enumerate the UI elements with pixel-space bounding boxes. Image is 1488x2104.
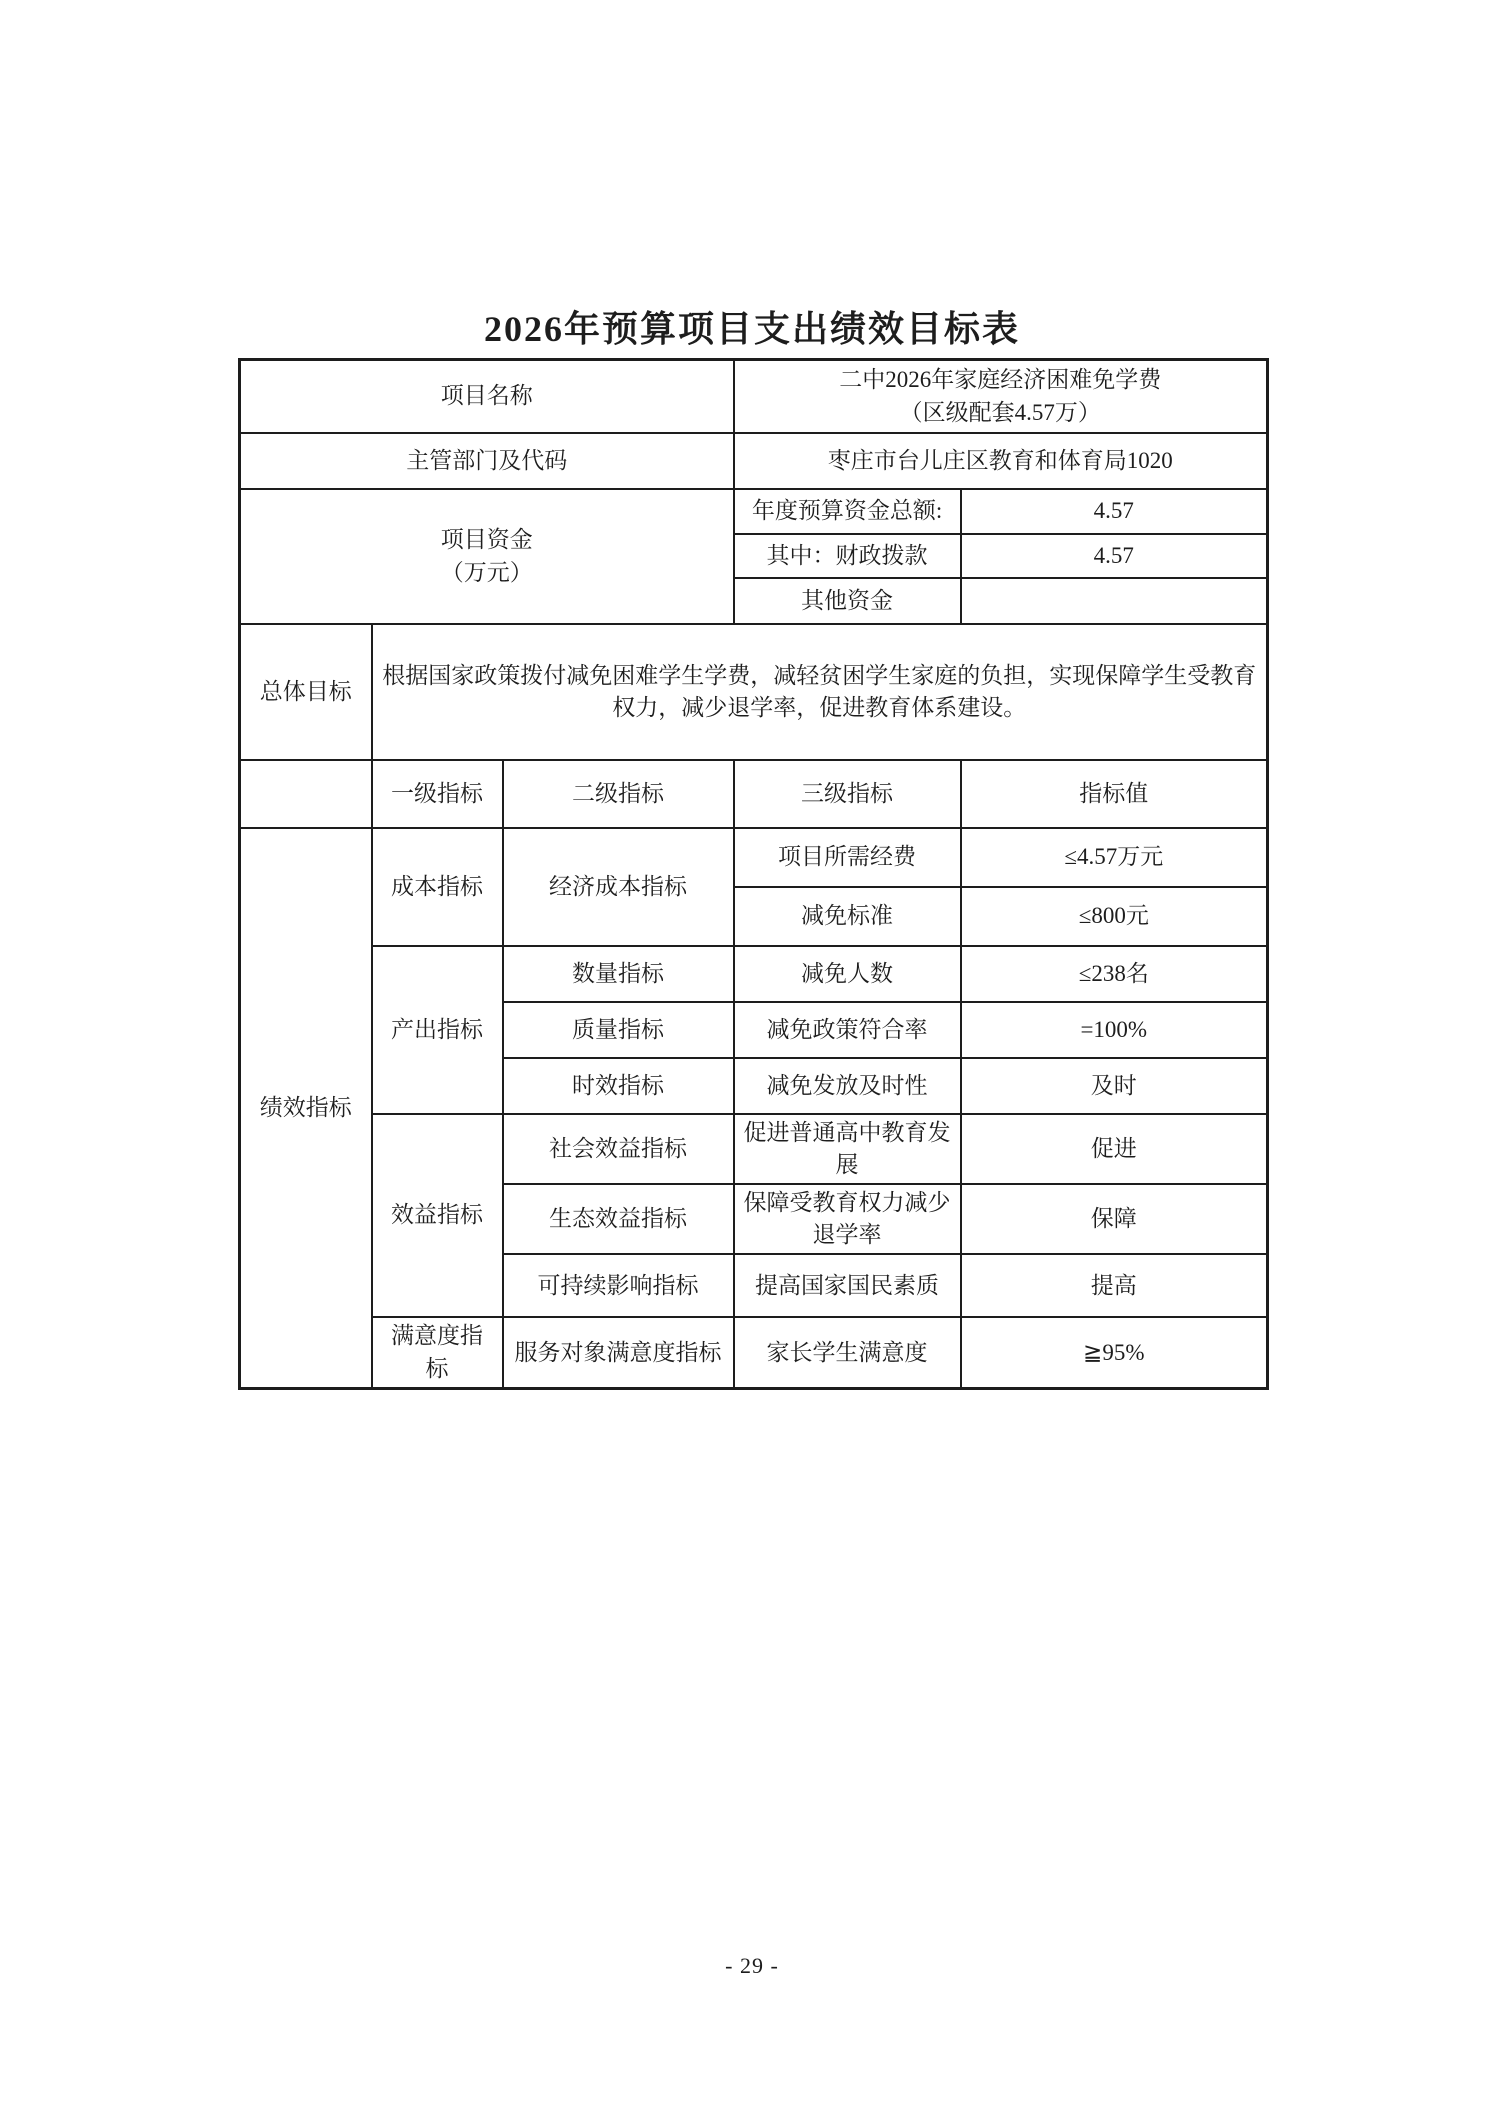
performance-section-label: 绩效指标 xyxy=(240,828,372,1389)
table-row xyxy=(240,760,1268,828)
table-row xyxy=(240,946,1268,1002)
level2-sustainable-impact: 可持续影响指标 xyxy=(503,1254,734,1317)
level3-project-funds-needed: 项目所需经费 xyxy=(734,828,961,887)
department-label: 主管部门及代码 xyxy=(240,433,734,489)
level2-eco-benefit: 生态效益指标 xyxy=(503,1184,734,1254)
funds-label xyxy=(240,489,734,624)
value-waiver-count: ≤238名 xyxy=(961,946,1268,1002)
funds-label-line2: （万元） xyxy=(440,560,533,586)
level2-service-satisfaction: 服务对象满意度指标 xyxy=(503,1317,734,1388)
header-level3: 三级指标 xyxy=(734,760,961,828)
level3-promote-education: 促进普通高中教育发展 xyxy=(734,1114,961,1184)
overall-goal-text: 根据国家政策拨付减免困难学生学费，减轻贫困学生家庭的负担，实现保障学生受教育权力，减少退学率，促进教育体系建设。 xyxy=(372,624,1268,760)
level2-quality: 质量指标 xyxy=(503,1002,734,1058)
header-level1: 一级指标 xyxy=(372,760,503,828)
level3-disbursement-timeliness: 减免发放及时性 xyxy=(734,1058,961,1114)
value-policy-compliance: =100% xyxy=(961,1002,1268,1058)
level1-satisfaction: 满意度指标 xyxy=(372,1317,503,1388)
level2-economic-cost: 经济成本指标 xyxy=(503,828,734,946)
level1-cost: 成本指标 xyxy=(372,828,503,946)
level3-guarantee-education-rights: 保障受教育权力减少退学率 xyxy=(734,1184,961,1254)
table-row xyxy=(240,624,1268,760)
performance-target-table xyxy=(238,358,1269,1390)
funds-fiscal-label: 其中：财政拨款 xyxy=(734,534,961,578)
header-level2: 二级指标 xyxy=(503,760,734,828)
table-row xyxy=(240,433,1268,489)
level3-waiver-standard: 减免标准 xyxy=(734,887,961,946)
project-name-value-line2: （区级配套4.57万） xyxy=(899,400,1101,426)
table-row xyxy=(240,1317,1268,1388)
funds-other-label: 其他资金 xyxy=(734,578,961,624)
level3-policy-compliance: 减免政策符合率 xyxy=(734,1002,961,1058)
value-project-funds-needed: ≤4.57万元 xyxy=(961,828,1268,887)
level1-output: 产出指标 xyxy=(372,946,503,1114)
level2-social-benefit: 社会效益指标 xyxy=(503,1114,734,1184)
funds-label-line1: 项目资金 xyxy=(440,526,533,552)
project-name-value-line1: 二中2026年家庭经济困难免学费 xyxy=(839,367,1162,392)
level1-benefit: 效益指标 xyxy=(372,1114,503,1318)
value-guarantee-education-rights: 保障 xyxy=(961,1184,1268,1254)
funds-fiscal-value: 4.57 xyxy=(961,534,1268,578)
header-value: 指标值 xyxy=(961,760,1268,828)
table-row xyxy=(240,360,1268,433)
value-promote-education: 促进 xyxy=(961,1114,1268,1184)
value-improve-national-quality: 提高 xyxy=(961,1254,1268,1317)
table-row xyxy=(240,1114,1268,1184)
level3-waiver-count: 减免人数 xyxy=(734,946,961,1002)
page-number: - 29 - xyxy=(725,1953,779,1978)
funds-total-value: 4.57 xyxy=(961,489,1268,534)
level3-parent-student-satisfaction: 家长学生满意度 xyxy=(734,1317,961,1388)
project-name-value xyxy=(734,360,1268,433)
table-row xyxy=(240,489,1268,534)
project-name-label: 项目名称 xyxy=(240,360,734,433)
table-row xyxy=(240,828,1268,887)
overall-goal-label: 总体目标 xyxy=(240,624,372,760)
funds-other-value xyxy=(961,578,1268,624)
value-parent-student-satisfaction: ≧95% xyxy=(961,1317,1268,1388)
document-title: 2026年预算项目支出绩效目标表 xyxy=(483,309,1020,349)
indicators-header-spacer xyxy=(240,760,372,828)
level3-improve-national-quality: 提高国家国民素质 xyxy=(734,1254,961,1317)
level2-quantity: 数量指标 xyxy=(503,946,734,1002)
level2-timeliness: 时效指标 xyxy=(503,1058,734,1114)
value-waiver-standard: ≤800元 xyxy=(961,887,1268,946)
department-value: 枣庄市台儿庄区教育和体育局1020 xyxy=(734,433,1268,489)
value-disbursement-timeliness: 及时 xyxy=(961,1058,1268,1114)
funds-total-label: 年度预算资金总额: xyxy=(734,489,961,534)
